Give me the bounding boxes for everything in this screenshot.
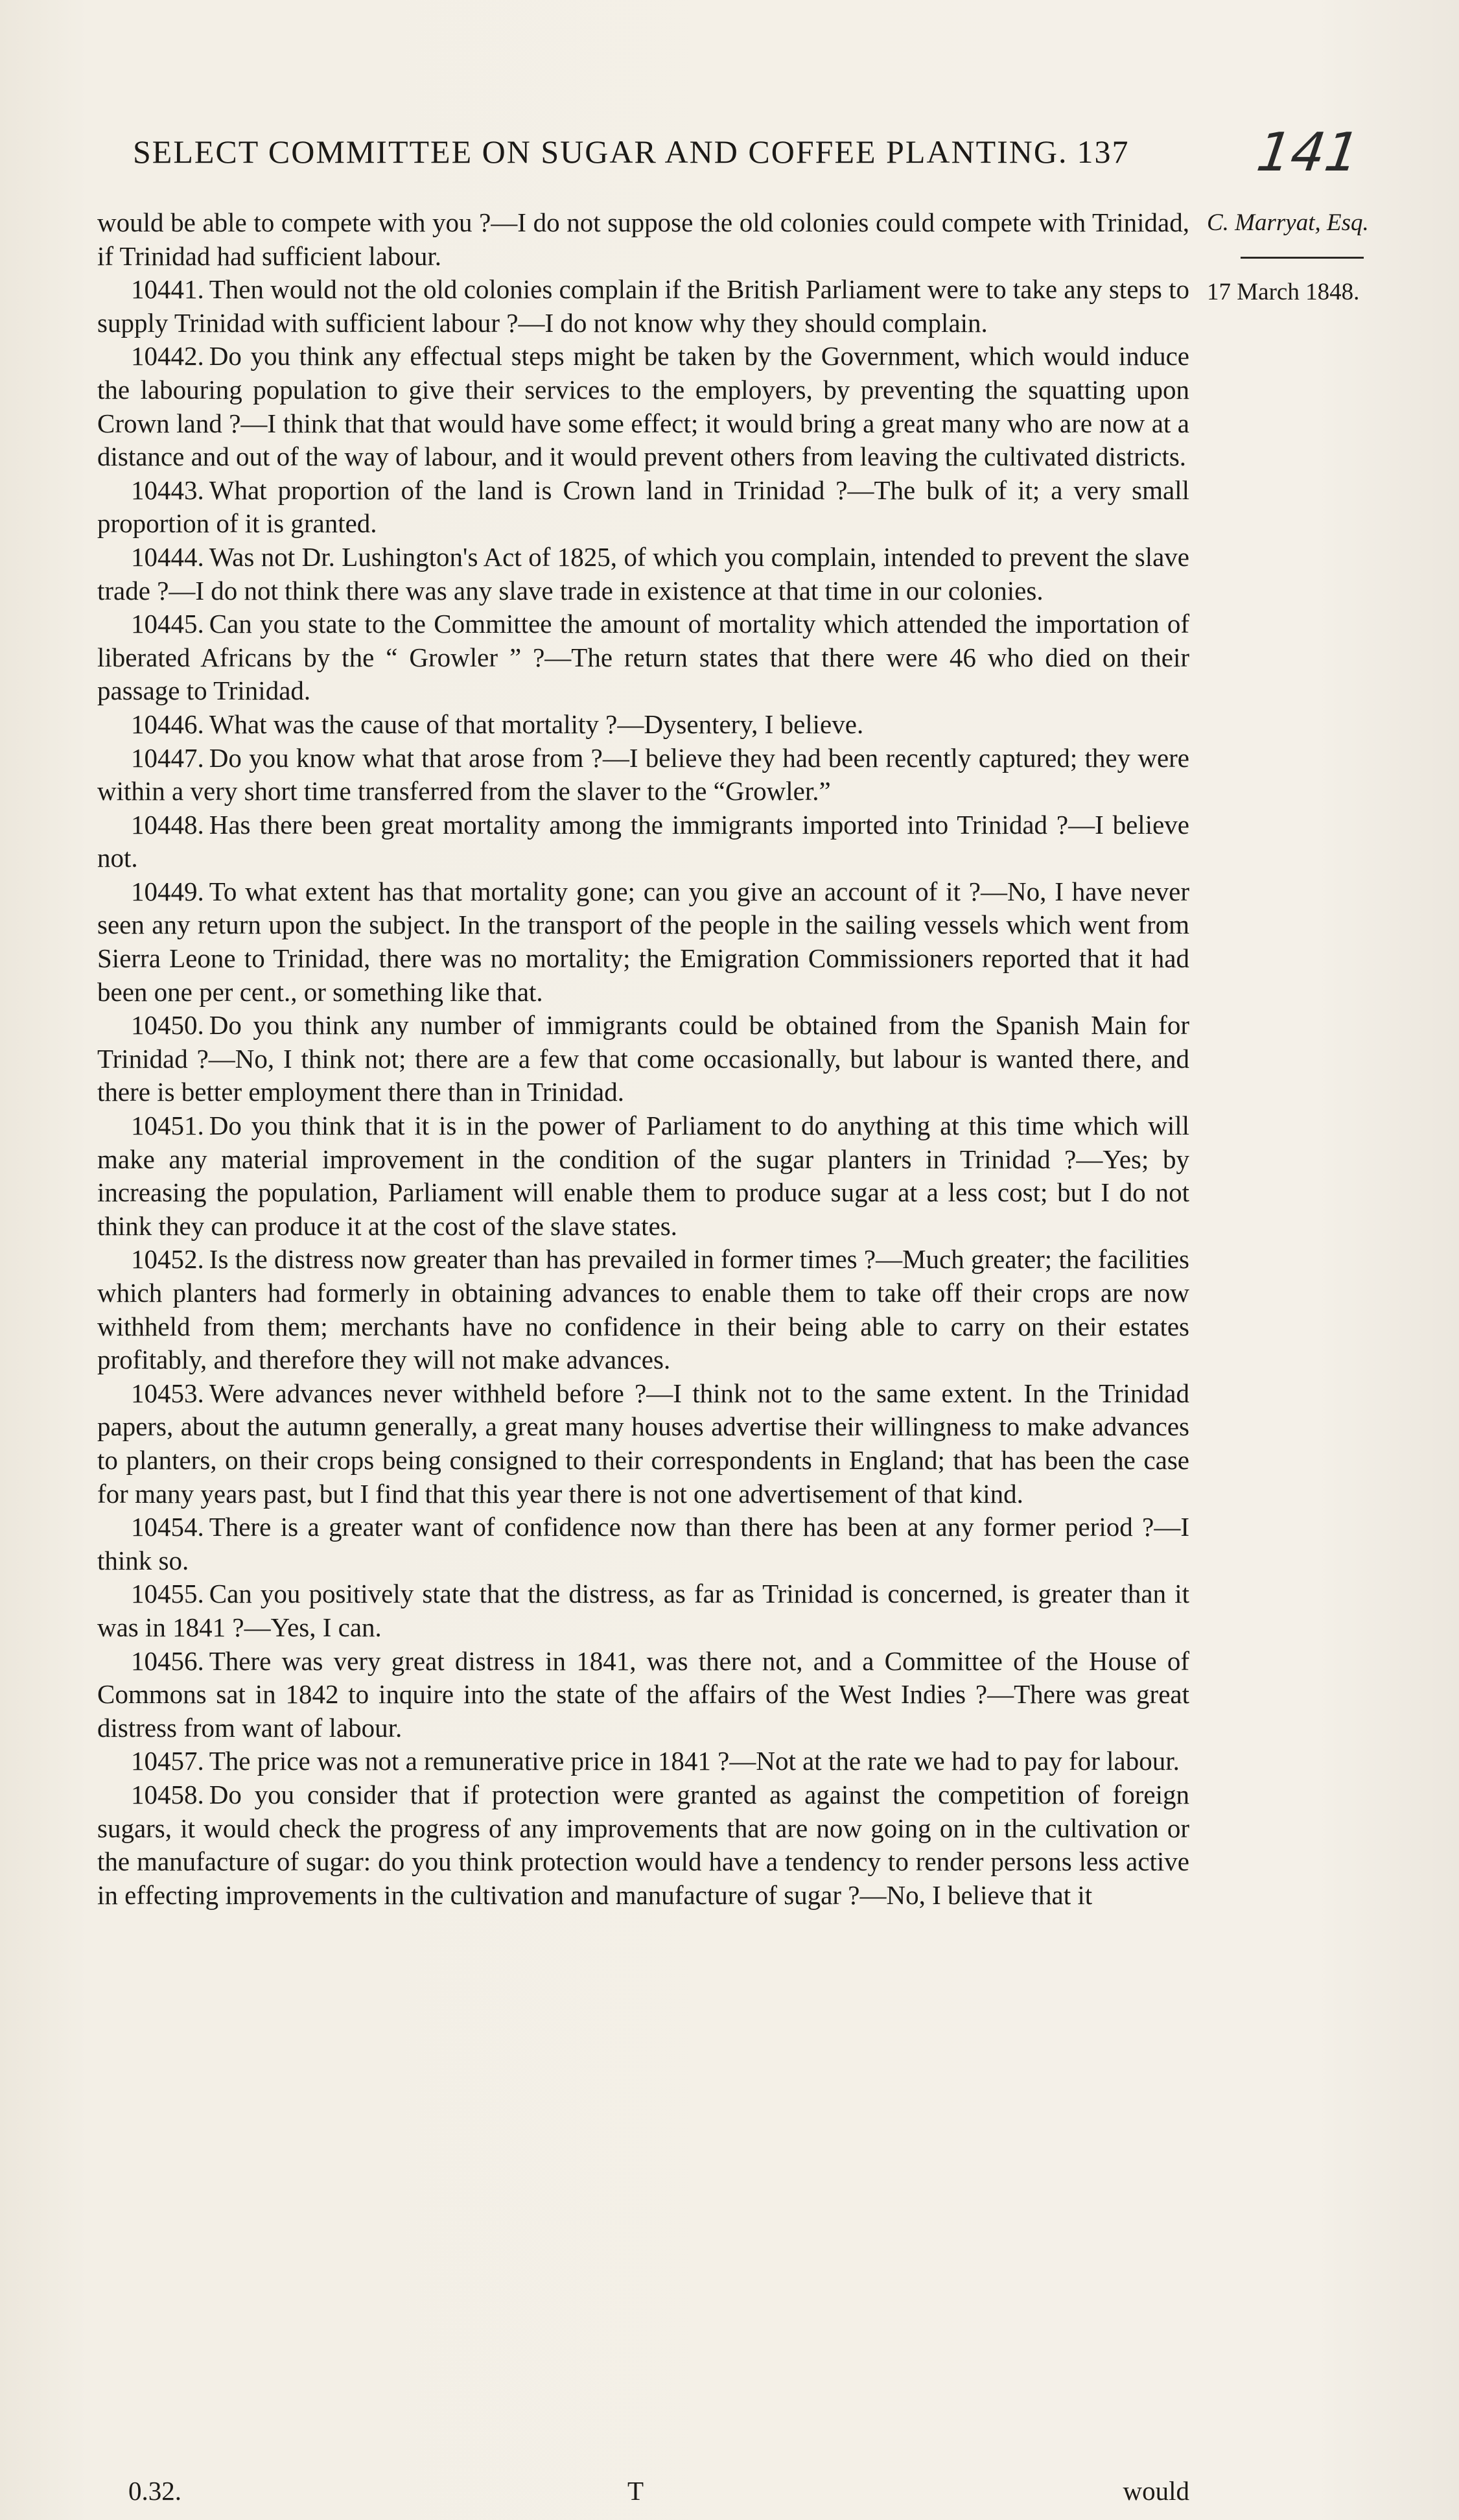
question-number: 10455. [131, 1579, 204, 1609]
question-number: 10443. [131, 475, 204, 505]
paragraph-text: Was not Dr. Lushington's Act of 1825, of which you complain, intended to prevent the slave trade ?—I do not think there was any slave trade in existence at that time in our colonies. [97, 541, 1189, 606]
paragraph-text: What was the cause of that mortality ?—Dysentery, I believe. [209, 709, 864, 739]
question-paragraph [97, 1645, 1189, 1745]
paragraph-text: There is a greater want of confidence now than there has been at any former period ?—I think so. [97, 1512, 1189, 1575]
testimony-body [97, 206, 1189, 1912]
question-number: 10444. [131, 541, 204, 572]
page-footer [97, 2475, 1189, 2509]
margin-note [1207, 205, 1401, 310]
header-page-number: 137 [1077, 134, 1130, 170]
paragraph-text: To what extent has that mortality gone; can you give an account of it ?—No, I have never seen any return upon the subject. In the transport of the people in the sailing vessels which went from Sierra Leone to Trinidad, there was no mortality; the Emigration Commissioners reported that it had been one per cent., or something like that. [97, 876, 1189, 1007]
paragraph-text: would be able to compete with you ?—I do not suppose the old colonies could compete with Trinidad, if Trinidad had sufficient labour. [97, 207, 1189, 271]
question-paragraph [97, 1109, 1189, 1243]
question-number: 10447. [131, 742, 204, 773]
question-number: 10441. [131, 274, 204, 305]
question-number: 10449. [131, 876, 204, 906]
paragraph-text: Can you positively state that the distress, as far as Trinidad is concerned, is greater than it was in 1841 ?—Yes, I can. [97, 1579, 1189, 1642]
question-paragraph [97, 1577, 1189, 1644]
margin-rule [1241, 257, 1364, 259]
question-paragraph [97, 1778, 1189, 1912]
question-number: 10452. [131, 1244, 204, 1275]
question-paragraph [97, 808, 1189, 875]
header-title: SELECT COMMITTEE ON SUGAR AND COFFEE PLANTING. [133, 134, 1068, 170]
question-paragraph [97, 742, 1189, 808]
question-paragraph [97, 708, 1189, 742]
question-number: 10457. [131, 1746, 204, 1776]
paragraph-text: Then would not the old colonies complain if the British Parliament were to take any steps to supply Trinidad with sufficient labour ?—I do not know why they should complain. [97, 274, 1189, 338]
footer-reference: 0.32. [128, 2476, 181, 2506]
question-paragraph [97, 474, 1189, 541]
question-paragraph [97, 1377, 1189, 1511]
question-number: 10454. [131, 1512, 204, 1542]
question-paragraph [97, 1009, 1189, 1109]
question-number: 10448. [131, 809, 204, 840]
question-paragraph [97, 273, 1189, 340]
paragraph-text: Can you state to the Committee the amount of mortality which attended the importation of liberated Africans by the “ Growler ” ?—The return states that there were 46 who died on their passage to Trinidad. [97, 609, 1189, 706]
paragraph-text: Were advances never withheld before ?—I think not to the same extent. In the Trinidad papers, about the autumn generally, a great many houses advertise their willingness to make advances to planters, on their crops being consigned to their correspondents in England; that has been the case for many years past, but I find that this year there is not one advertisement of that kind. [97, 1378, 1189, 1509]
paragraph-text: What proportion of the land is Crown land in Trinidad ?—The bulk of it; a very small proportion of it is granted. [97, 475, 1189, 539]
paragraph-text: Do you think any number of immigrants could be obtained from the Spanish Main for Trinidad ?—No, I think not; there are a few that come occasionally, but labour is wanted there, and there is better employment there than in Trinidad. [97, 1010, 1189, 1107]
paragraph-text: Do you think that it is in the power of Parliament to do anything at this time which will make any material improvement in the condition of the sugar planters in Trinidad ?—Yes; by increasing the population, Parliament will enable them to produce sugar at a less cost; but I do not think they can produce it at the cost of the slave states. [97, 1111, 1189, 1241]
paragraph-text: Do you know what that arose from ?—I believe they had been recently captured; they were within a very short time transferred from the slaver to the “Growler.” [97, 742, 1189, 807]
question-number: 10442. [131, 341, 204, 371]
question-paragraph [97, 875, 1189, 1009]
question-number: 10456. [131, 1645, 204, 1676]
question-paragraph [97, 1511, 1189, 1577]
handwritten-folio-number: 141 [1253, 122, 1364, 183]
margin-witness-name: C. Marryat, Esq. [1207, 209, 1369, 236]
question-paragraph [97, 607, 1189, 708]
question-paragraph [97, 340, 1189, 473]
paragraph-text: Do you consider that if protection were granted as against the competition of foreign sugars, it would check the progress of any improvements that are now going on in the cultivation or the manufacture of sugar: do you think protection would have a tendency to render persons less active in effecting improvements in the cultivation and manufacture of sugar ?—No, I believe that it [97, 1779, 1189, 1910]
running-header [133, 133, 1196, 171]
question-number: 10446. [131, 709, 204, 739]
question-number: 10450. [131, 1010, 204, 1041]
catchword: would [1123, 2476, 1189, 2506]
margin-date: 17 March 1848. [1207, 278, 1360, 305]
question-number: 10445. [131, 609, 204, 639]
paragraph-text: Has there been great mortality among the immigrants imported into Trinidad ?—I believe not. [97, 809, 1189, 873]
paragraph-text: Is the distress now greater than has prevailed in former times ?—Much greater; the facilities which planters had formerly in obtaining advances to enable them to take off their crops are now withheld from them; merchants have no confidence in their being able to carry on their estates profitably, and therefore they will not make advances. [97, 1244, 1189, 1375]
paragraph-continuation [97, 206, 1189, 273]
printer-signature: T [627, 2476, 644, 2506]
question-paragraph [97, 541, 1189, 607]
paragraph-text: The price was not a remunerative price in 1841 ?—Not at the rate we had to pay for labour. [209, 1746, 1180, 1776]
question-number: 10451. [131, 1111, 204, 1141]
question-paragraph [97, 1745, 1189, 1778]
paragraph-text: Do you think any effectual steps might be taken by the Government, which would induce the labouring population to give their services to the employers, by preventing the squatting upon Crown land ?—I think that that would have some effect; it would bring a great many who are now at a distance and out of the way of labour, and it would prevent others from leaving the cultivated districts. [97, 341, 1189, 472]
question-number: 10458. [131, 1779, 204, 1809]
question-number: 10453. [131, 1378, 204, 1408]
paragraph-text: There was very great distress in 1841, was there not, and a Committee of the House of Commons sat in 1842 to inquire into the state of the affairs of the West Indies ?—There was great distress from want of labour. [97, 1645, 1189, 1743]
question-paragraph [97, 1243, 1189, 1376]
